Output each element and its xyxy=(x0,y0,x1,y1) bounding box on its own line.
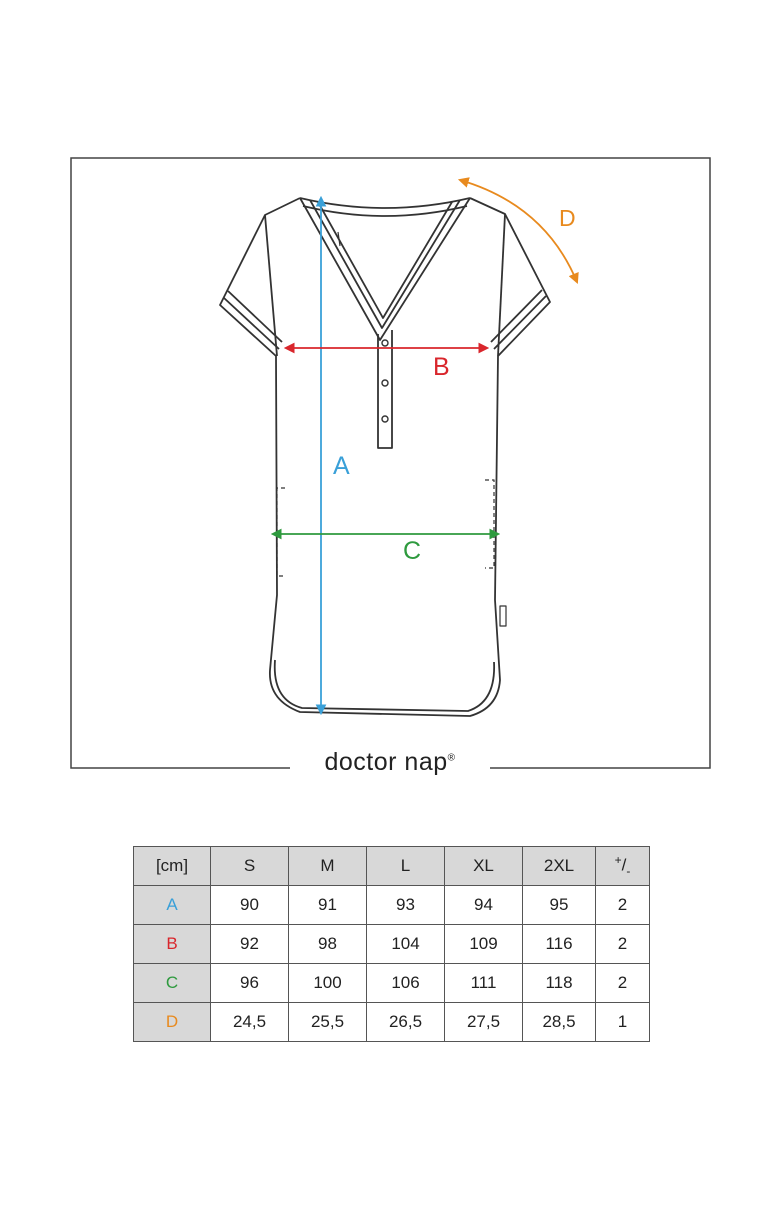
table-cell: 28,5 xyxy=(523,1003,596,1042)
table-cell: 93 xyxy=(367,886,445,925)
nightshirt-outline xyxy=(220,198,550,716)
row-label-a: A xyxy=(134,886,211,925)
size-header-m: M xyxy=(289,847,367,886)
table-cell: 111 xyxy=(445,964,523,1003)
table-cell: 96 xyxy=(211,964,289,1003)
measure-c-label: C xyxy=(403,537,422,565)
table-cell: 116 xyxy=(523,925,596,964)
brand-name: doctor nap xyxy=(324,748,448,776)
size-header-l: L xyxy=(367,847,445,886)
table-cell: 106 xyxy=(367,964,445,1003)
table-cell: 118 xyxy=(523,964,596,1003)
unit-header: [cm] xyxy=(134,847,211,886)
size-table xyxy=(133,846,650,1042)
tolerance-cell: 2 xyxy=(596,886,650,925)
table-cell: 25,5 xyxy=(289,1003,367,1042)
table-cell: 95 xyxy=(523,886,596,925)
table-row xyxy=(134,964,650,1003)
table-cell: 24,5 xyxy=(211,1003,289,1042)
button-icon xyxy=(382,340,388,346)
brand-logo xyxy=(292,748,488,777)
table-row xyxy=(134,886,650,925)
size-header-s: S xyxy=(211,847,289,886)
table-cell: 98 xyxy=(289,925,367,964)
button-icon xyxy=(382,416,388,422)
row-label-d: D xyxy=(134,1003,211,1042)
measure-a-label: A xyxy=(333,452,350,480)
diagram-frame xyxy=(71,158,710,768)
table-row xyxy=(134,1003,650,1042)
table-cell: 94 xyxy=(445,886,523,925)
measure-d-arrow xyxy=(460,180,577,282)
tolerance-cell: 2 xyxy=(596,925,650,964)
registered-mark: ® xyxy=(447,752,456,764)
tolerance-header: $^+/_-$ xyxy=(596,847,650,886)
table-row xyxy=(134,925,650,964)
tolerance-cell: 2 xyxy=(596,964,650,1003)
button-icon xyxy=(382,380,388,386)
size-header-xl: XL xyxy=(445,847,523,886)
size-header-2xl: 2XL xyxy=(523,847,596,886)
table-cell: 100 xyxy=(289,964,367,1003)
table-cell: 90 xyxy=(211,886,289,925)
table-cell: 104 xyxy=(367,925,445,964)
size-table-header xyxy=(134,847,650,886)
table-cell: 109 xyxy=(445,925,523,964)
table-cell: 91 xyxy=(289,886,367,925)
row-label-c: C xyxy=(134,964,211,1003)
measure-d-label: D xyxy=(559,205,576,231)
table-cell: 92 xyxy=(211,925,289,964)
tolerance-cell: 1 xyxy=(596,1003,650,1042)
table-cell: 26,5 xyxy=(367,1003,445,1042)
row-label-b: B xyxy=(134,925,211,964)
measure-b-label: B xyxy=(433,353,450,381)
table-cell: 27,5 xyxy=(445,1003,523,1042)
